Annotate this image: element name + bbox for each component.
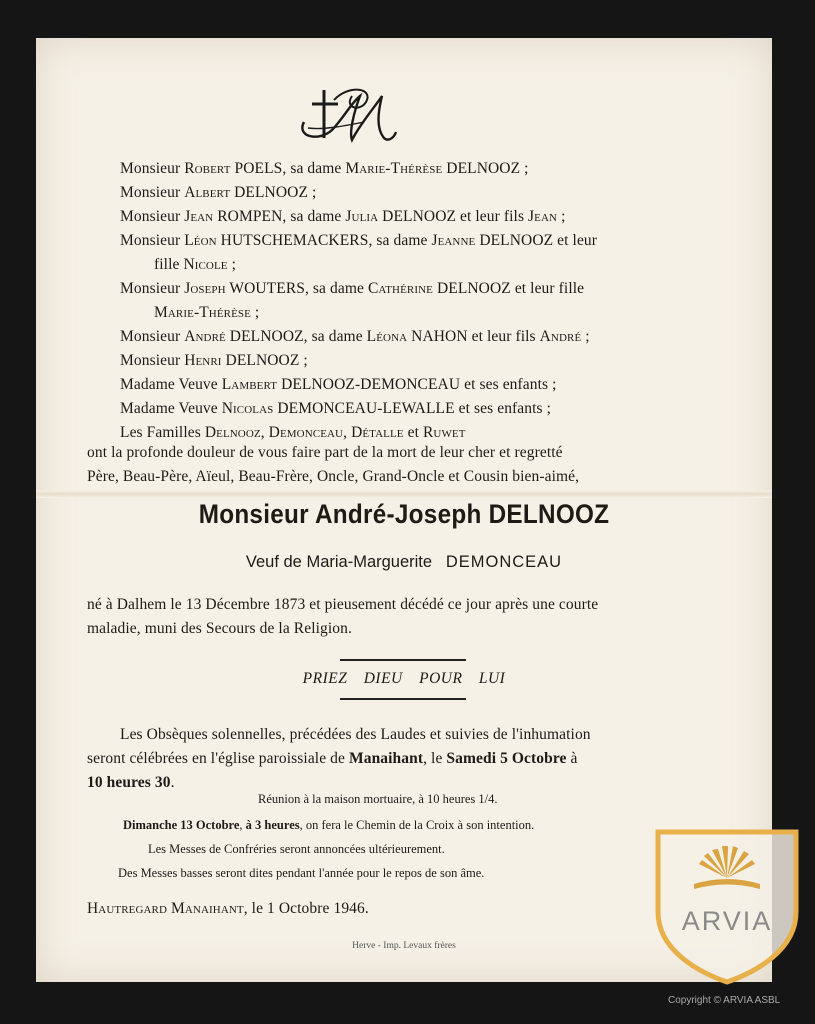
family-text: Les Familles xyxy=(120,424,205,441)
funeral-text-b: , le xyxy=(423,750,447,767)
arvia-shield-logo xyxy=(652,826,802,986)
given-name: Robert xyxy=(184,160,231,177)
funeral-line-3 xyxy=(87,774,175,792)
printer-credit: Herve - Imp. Levaux frères xyxy=(352,941,456,951)
funeral-line-2 xyxy=(87,750,578,768)
given-name: Delnooz xyxy=(204,424,261,441)
funeral-period: . xyxy=(170,774,175,791)
widower-prefix: Veuf de Maria-Marguerite xyxy=(245,553,433,571)
funeral-text-a: seront célébrées en l'église paroissiale de xyxy=(87,750,349,767)
family-text: Madame Veuve xyxy=(120,376,222,393)
family-text: DEMONCEAU-LEWALLE et ses enfants ; xyxy=(273,400,552,417)
family-text: ; xyxy=(557,208,566,225)
watermark-text: ARVIA xyxy=(681,906,773,936)
given-name: Nicolas xyxy=(221,400,274,417)
given-name: Lambert xyxy=(221,376,278,393)
given-name: Léon xyxy=(184,232,217,249)
family-text: DELNOOZ, sa dame xyxy=(225,328,367,345)
funeral-text-c: à xyxy=(566,750,578,767)
funeral-time: 10 heures 30 xyxy=(87,774,171,791)
family-line xyxy=(120,184,316,202)
copyright-notice: Copyright © ARVIA ASBL xyxy=(668,995,781,1006)
sunday-line xyxy=(123,818,534,833)
given-name: Cathérine xyxy=(367,280,433,297)
given-name: Albert xyxy=(184,184,231,201)
family-text: , xyxy=(260,424,269,441)
reunion-line: Réunion à la maison mortuaire, à 10 heures 1/4. xyxy=(258,792,498,806)
funeral-place: Manaihant xyxy=(348,750,424,767)
family-text: ; xyxy=(581,328,590,345)
given-name: Léona xyxy=(366,328,408,345)
family-line xyxy=(120,400,551,418)
family-text: Madame Veuve xyxy=(120,400,222,417)
family-text: fille xyxy=(154,256,184,273)
top-rule xyxy=(340,659,466,661)
family-text: HUTSCHEMACKERS, sa dame xyxy=(216,232,432,249)
family-line xyxy=(120,208,565,226)
sunday-time: à 3 heures xyxy=(245,818,300,832)
bottom-rule xyxy=(340,698,466,700)
given-name: Détalle xyxy=(351,424,404,441)
given-name: Ruwet xyxy=(422,424,466,441)
family-text: Monsieur xyxy=(120,280,185,297)
family-line xyxy=(120,424,466,442)
funeral-line-1: Les Obsèques solennelles, précédées des Laudes et suivies de l'inhumation xyxy=(120,726,591,743)
family-text: Monsieur xyxy=(120,328,185,345)
family-text: DELNOOZ ; xyxy=(442,160,529,177)
family-line xyxy=(154,256,236,274)
paper-fold xyxy=(36,490,772,498)
family-text: Monsieur xyxy=(120,160,185,177)
given-name: Demonceau xyxy=(268,424,344,441)
family-line xyxy=(154,304,259,322)
given-name: André xyxy=(184,328,226,345)
family-text: Monsieur xyxy=(120,208,185,225)
sunday-comma: , xyxy=(239,818,246,832)
family-line xyxy=(120,280,584,298)
family-line xyxy=(120,232,597,250)
given-name: Nicole xyxy=(183,256,228,273)
family-text: DELNOOZ et leur fils xyxy=(378,208,529,225)
given-name: Jean xyxy=(184,208,214,225)
family-text: DELNOOZ et leur fille xyxy=(432,280,585,297)
given-name: Jean xyxy=(528,208,558,225)
family-line xyxy=(120,160,529,178)
cross-monogram-logo xyxy=(294,82,404,146)
place-name: Hautregard Manaihant xyxy=(87,900,244,917)
deceased-name: Monsieur André-Joseph DELNOOZ xyxy=(198,499,610,529)
family-text: POELS, sa dame xyxy=(230,160,346,177)
widower-line xyxy=(36,553,772,572)
birth-line-1: né à Dalhem le 13 Décembre 1873 et pieusement décédé ce jour après une courte xyxy=(87,596,599,613)
sunday-text: , on fera le Chemin de la Croix à son intention. xyxy=(299,818,535,832)
family-text: Monsieur xyxy=(120,184,185,201)
family-text: Monsieur xyxy=(120,232,185,249)
announcement-line-1: ont la profonde douleur de vous faire part de la mort de leur cher et regretté xyxy=(87,444,563,461)
family-text: , xyxy=(343,424,352,441)
family-text: DELNOOZ ; xyxy=(230,184,317,201)
family-text: DELNOOZ-DEMONCEAU et ses enfants ; xyxy=(277,376,557,393)
family-text: Monsieur xyxy=(120,352,185,369)
prayer-line: PRIEZ DIEU POUR LUI xyxy=(302,670,506,687)
family-text: WOUTERS, sa dame xyxy=(225,280,368,297)
birth-line-2: maladie, muni des Secours de la Religion. xyxy=(87,620,352,637)
given-name: Henri xyxy=(184,352,222,369)
messes-basses-line: Des Messes basses seront dites pendant l'année pour le repos de son âme. xyxy=(118,866,485,880)
family-line xyxy=(120,328,590,346)
confreries-line: Les Messes de Confréries seront annoncées ultérieurement. xyxy=(148,842,445,856)
given-name: Julia xyxy=(345,208,379,225)
family-line xyxy=(120,376,557,394)
date-text: , le 1 Octobre 1946. xyxy=(243,900,369,917)
given-name: André xyxy=(539,328,582,345)
family-line xyxy=(120,352,308,370)
family-text: DELNOOZ et leur xyxy=(475,232,598,249)
family-text: et xyxy=(403,424,423,441)
sunday-date: Dimanche 13 Octobre xyxy=(123,818,240,832)
given-name: Marie-Thérèse xyxy=(345,160,443,177)
family-text: ; xyxy=(250,304,260,321)
given-name: Joseph xyxy=(184,280,226,297)
widower-surname: DEMONCEAU xyxy=(445,553,563,571)
given-name: Jeanne xyxy=(431,232,476,249)
place-date-line xyxy=(87,900,369,918)
family-text: NAHON et leur fils xyxy=(407,328,540,345)
given-name: Marie-Thérèse xyxy=(154,304,251,321)
family-text: ; xyxy=(227,256,237,273)
announcement-line-2: Père, Beau-Père, Aïeul, Beau-Frère, Oncle, Grand-Oncle et Cousin bien-aimé, xyxy=(87,468,580,485)
funeral-day: Samedi 5 Octobre xyxy=(446,750,567,767)
family-text: DELNOOZ ; xyxy=(221,352,308,369)
family-text: ROMPEN, sa dame xyxy=(213,208,346,225)
